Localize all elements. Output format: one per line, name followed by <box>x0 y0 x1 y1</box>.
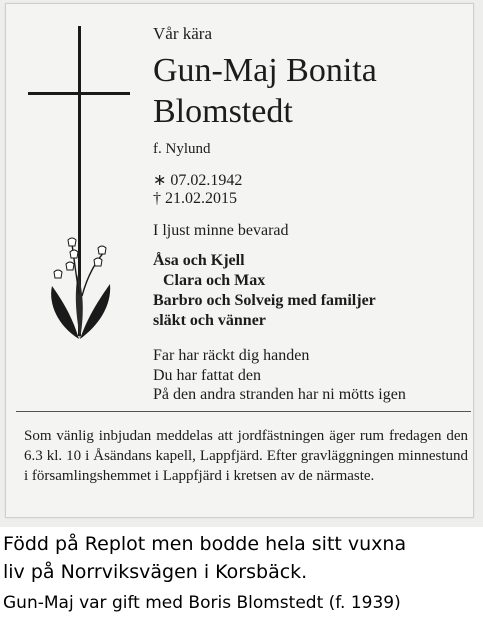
deceased-name-last: Blomstedt <box>153 93 293 130</box>
death-date: † 21.02.2015 <box>153 190 237 207</box>
poem-line: Far har räckt dig handen <box>153 347 310 364</box>
family-line: Clara och Max <box>163 272 266 289</box>
memory-line: I ljust minne bevarad <box>153 222 289 239</box>
death-notice <box>5 3 474 518</box>
intro-text: Vår kära <box>153 24 212 43</box>
maiden-name: f. Nylund <box>153 141 211 157</box>
divider <box>16 411 471 412</box>
lily-of-the-valley-icon <box>46 234 116 344</box>
birth-date: ∗ 07.02.1942 <box>153 172 243 189</box>
poem-line: Du har fattat den <box>153 367 261 384</box>
funeral-announcement: Som vänlig inbjudan meddelas att jordfästningen äger rum fredagen den 6.3 kl. 10 i Åsändans kapell, Lappfjärd. Efter gravläggningen minnestund i församlingshemmet i Lappfjärd i kretsen av de närmaste. <box>24 428 468 484</box>
caption-line: liv på Norrviksvägen i Korsbäck. <box>3 561 308 583</box>
deceased-name-first: Gun-Maj Bonita <box>153 52 377 89</box>
caption-line: Gun-Maj var gift med Boris Blomstedt (f. 1939) <box>3 593 401 613</box>
family-line: Åsa och Kjell <box>153 252 245 269</box>
family-line: släkt och vänner <box>153 312 266 329</box>
caption-line: Född på Replot men bodde hela sitt vuxna <box>3 533 407 555</box>
poem-line: På den andra stranden har ni mötts igen <box>153 386 406 403</box>
cross-icon-bar <box>28 92 130 95</box>
family-line: Barbro och Solveig med familjer <box>153 292 376 309</box>
